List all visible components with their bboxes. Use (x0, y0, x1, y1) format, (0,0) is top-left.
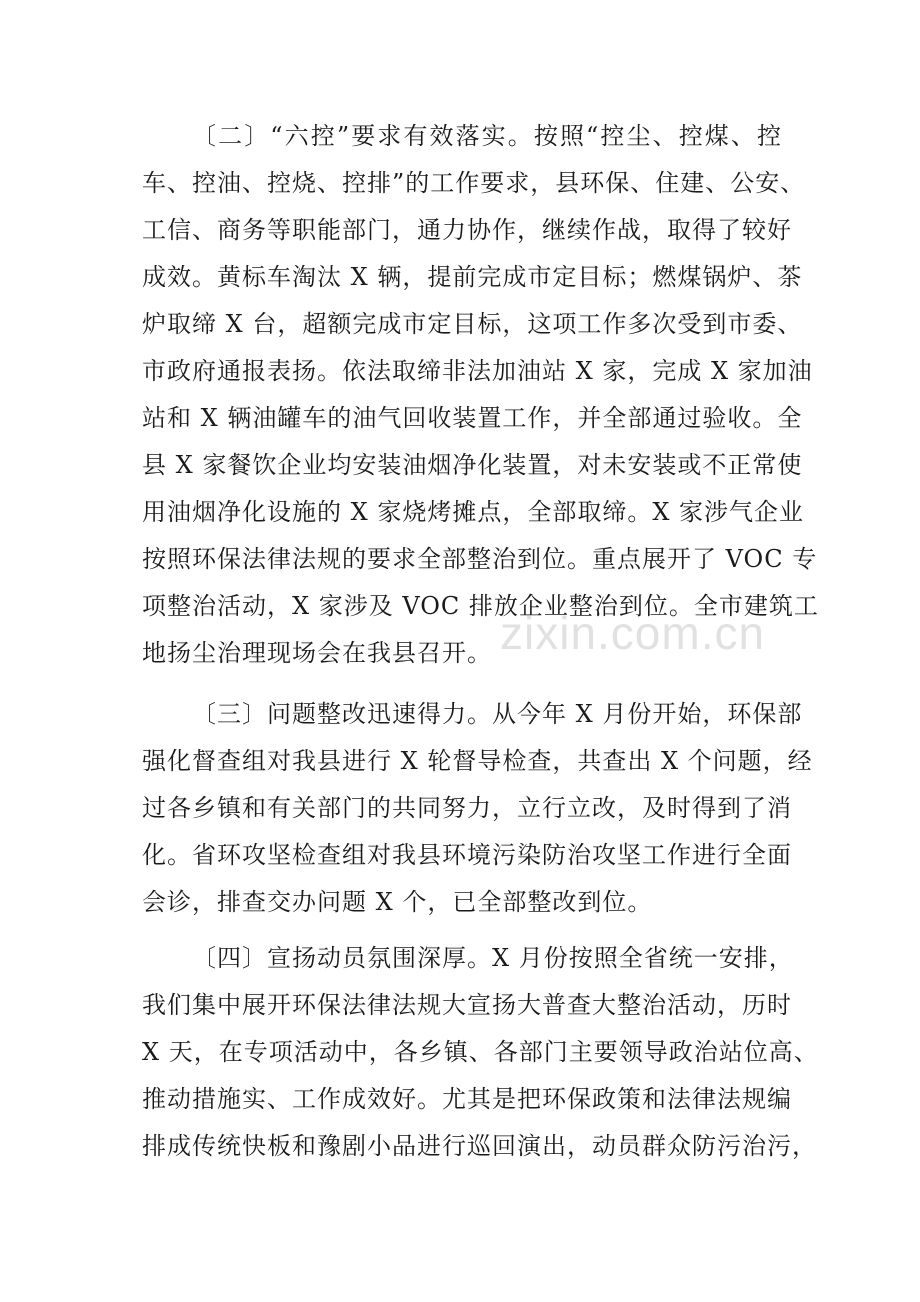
paragraph-3-line-1: 〔四〕宣扬动员氛围深厚。X 月份按照全省统一安排， (192, 944, 794, 972)
paragraph-1-line-12: 地扬尘治理现场会在我县召开。 (142, 639, 492, 667)
paragraph-1-line-10: 按照环保法律法规的要求全部整治到位。重点展开了 VOC 专 (142, 545, 818, 573)
paragraph-2-line-4: 化。省环攻坚检查组对我县环境污染防治攻坚工作进行全面 (142, 841, 792, 869)
watermark: zixin.com.cn (500, 607, 766, 659)
paragraph-2-line-2: 强化督查组对我县进行 X 轮督导检查，共查出 X 个问题，经 (142, 747, 813, 775)
paragraph-1-line-11: 项整治活动，X 家涉及 VOC 排放企业整治到位。全市建筑工 (142, 592, 819, 620)
paragraph-1-line-5: 炉取缔 X 台，超额完成市定目标，这项工作多次受到市委、 (142, 310, 803, 338)
paragraph-3-line-2: 我们集中展开环保法律法规大宣扬大普查大整治活动，历时 (142, 991, 792, 1019)
paragraph-2-line-3: 过各乡镇和有关部门的共同努力，立行立改，及时得到了消 (142, 794, 792, 822)
paragraph-3-line-3: X 天，在专项活动中，各乡镇、各部门主要领导政治站位高、 (142, 1038, 819, 1066)
paragraph-1-line-8: 县 X 家餐饮企业均安装油烟净化装置，对未安装或不正常使 (142, 451, 803, 479)
paragraph-2-line-1: 〔三〕问题整改迅速得力。从今年 X 月份开始，环保部 (192, 700, 803, 728)
paragraph-1-line-3: 工信、商务等职能部门，通力协作，继续作战，取得了较好 (142, 216, 792, 244)
paragraph-3-line-5: 排成传统快板和豫剧小品进行巡回演出，动员群众防污治污， (142, 1132, 817, 1160)
paragraph-3-line-4: 推动措施实、工作成效好。尤其是把环保政策和法律法规编 (142, 1085, 792, 1113)
paragraph-1-line-9: 用油烟净化设施的 X 家烧烤摊点，全部取缔。X 家涉气企业 (142, 498, 805, 526)
paragraph-1-line-7: 站和 X 辆油罐车的油气回收装置工作，并全部通过验收。全 (142, 404, 803, 432)
paragraph-1-line-6: 市政府通报表扬。依法取缔非法加油站 X 家，完成 X 家加油 (142, 357, 813, 385)
paragraph-1-line-4: 成效。黄标车淘汰 X 辆，提前完成市定目标；燃煤锅炉、茶 (142, 263, 803, 291)
paragraph-1-line-1: 〔二〕“六控”要求有效落实。按照“控尘、控煤、控 (192, 122, 782, 150)
paragraph-1-line-2: 车、控油、控烧、控排”的工作要求，县环保、住建、公安、 (142, 169, 806, 197)
paragraph-2-line-5: 会诊，排查交办问题 X 个，已全部整改到位。 (142, 888, 653, 916)
